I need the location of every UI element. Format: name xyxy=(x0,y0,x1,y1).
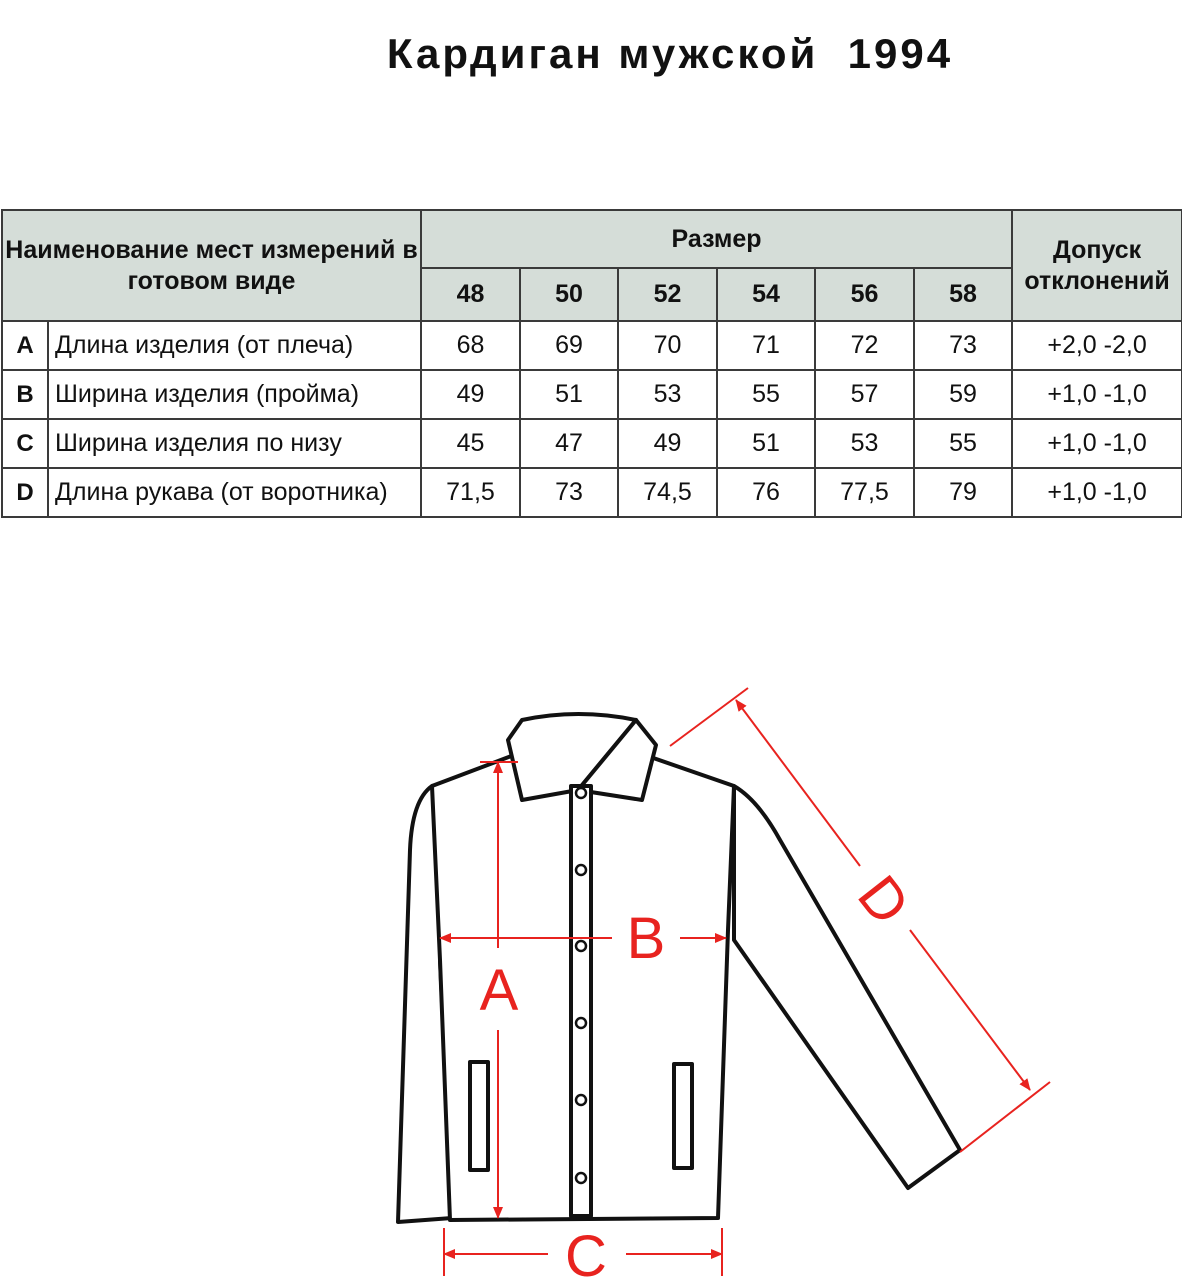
size-column-header: 50 xyxy=(520,268,618,321)
placket xyxy=(571,786,591,1216)
row-value: 74,5 xyxy=(618,468,717,517)
row-value: 68 xyxy=(421,321,520,370)
header-parameter: Наименование мест измерений в готовом виде xyxy=(2,210,421,321)
row-value: 51 xyxy=(520,370,618,419)
row-value: 51 xyxy=(717,419,815,468)
row-value: 53 xyxy=(815,419,914,468)
row-value: 59 xyxy=(914,370,1012,419)
button-icon xyxy=(576,865,586,875)
row-value: 77,5 xyxy=(815,468,914,517)
row-code: C xyxy=(2,419,48,468)
left-pocket xyxy=(470,1062,488,1170)
measure-b-label: B xyxy=(626,906,666,971)
row-code: D xyxy=(2,468,48,517)
row-parameter-name: Длина рукава (от воротника) xyxy=(48,468,421,517)
row-parameter-name: Длина изделия (от плеча) xyxy=(48,321,421,370)
button-icon xyxy=(576,1173,586,1183)
row-value: 73 xyxy=(520,468,618,517)
row-value: 45 xyxy=(421,419,520,468)
measure-d-line xyxy=(910,930,1030,1090)
right-sleeve-outline xyxy=(734,786,960,1188)
page-title: Кардиган мужской 1994 xyxy=(386,30,954,77)
size-column-header: 56 xyxy=(815,268,914,321)
measure-d-top-tick xyxy=(670,688,748,746)
button-icon xyxy=(576,941,586,951)
row-code: A xyxy=(2,321,48,370)
size-column-header: 58 xyxy=(914,268,1012,321)
measure-d-bottom-tick xyxy=(960,1082,1050,1152)
row-value: 71 xyxy=(717,321,815,370)
row-value: 49 xyxy=(421,370,520,419)
row-value: 72 xyxy=(815,321,914,370)
row-value: 69 xyxy=(520,321,618,370)
size-column-header: 54 xyxy=(717,268,815,321)
measure-c-label: C xyxy=(565,1224,607,1280)
measure-d-label: D xyxy=(845,863,923,937)
row-value: 49 xyxy=(618,419,717,468)
row-value: 70 xyxy=(618,321,717,370)
row-tolerance: +1,0 -1,0 xyxy=(1012,370,1182,419)
right-pocket xyxy=(674,1064,692,1168)
row-value: 71,5 xyxy=(421,468,520,517)
row-value: 55 xyxy=(717,370,815,419)
measure-a-label: A xyxy=(479,958,519,1023)
row-parameter-name: Ширина изделия по низу xyxy=(48,419,421,468)
button-icon xyxy=(576,1095,586,1105)
button-icon xyxy=(576,788,586,798)
row-parameter-name: Ширина изделия (пройма) xyxy=(48,370,421,419)
size-column-header: 52 xyxy=(618,268,717,321)
row-value: 73 xyxy=(914,321,1012,370)
row-code: B xyxy=(2,370,48,419)
row-value: 53 xyxy=(618,370,717,419)
row-value: 55 xyxy=(914,419,1012,468)
row-tolerance: +2,0 -2,0 xyxy=(1012,321,1182,370)
row-tolerance: +1,0 -1,0 xyxy=(1012,419,1182,468)
row-value: 57 xyxy=(815,370,914,419)
row-tolerance: +1,0 -1,0 xyxy=(1012,468,1182,517)
row-value: 76 xyxy=(717,468,815,517)
header-tolerance: Допуск отклонений xyxy=(1012,210,1182,321)
header-size: Размер xyxy=(421,210,1012,268)
row-value: 79 xyxy=(914,468,1012,517)
button-icon xyxy=(576,1018,586,1028)
size-column-header: 48 xyxy=(421,268,520,321)
row-value: 47 xyxy=(520,419,618,468)
